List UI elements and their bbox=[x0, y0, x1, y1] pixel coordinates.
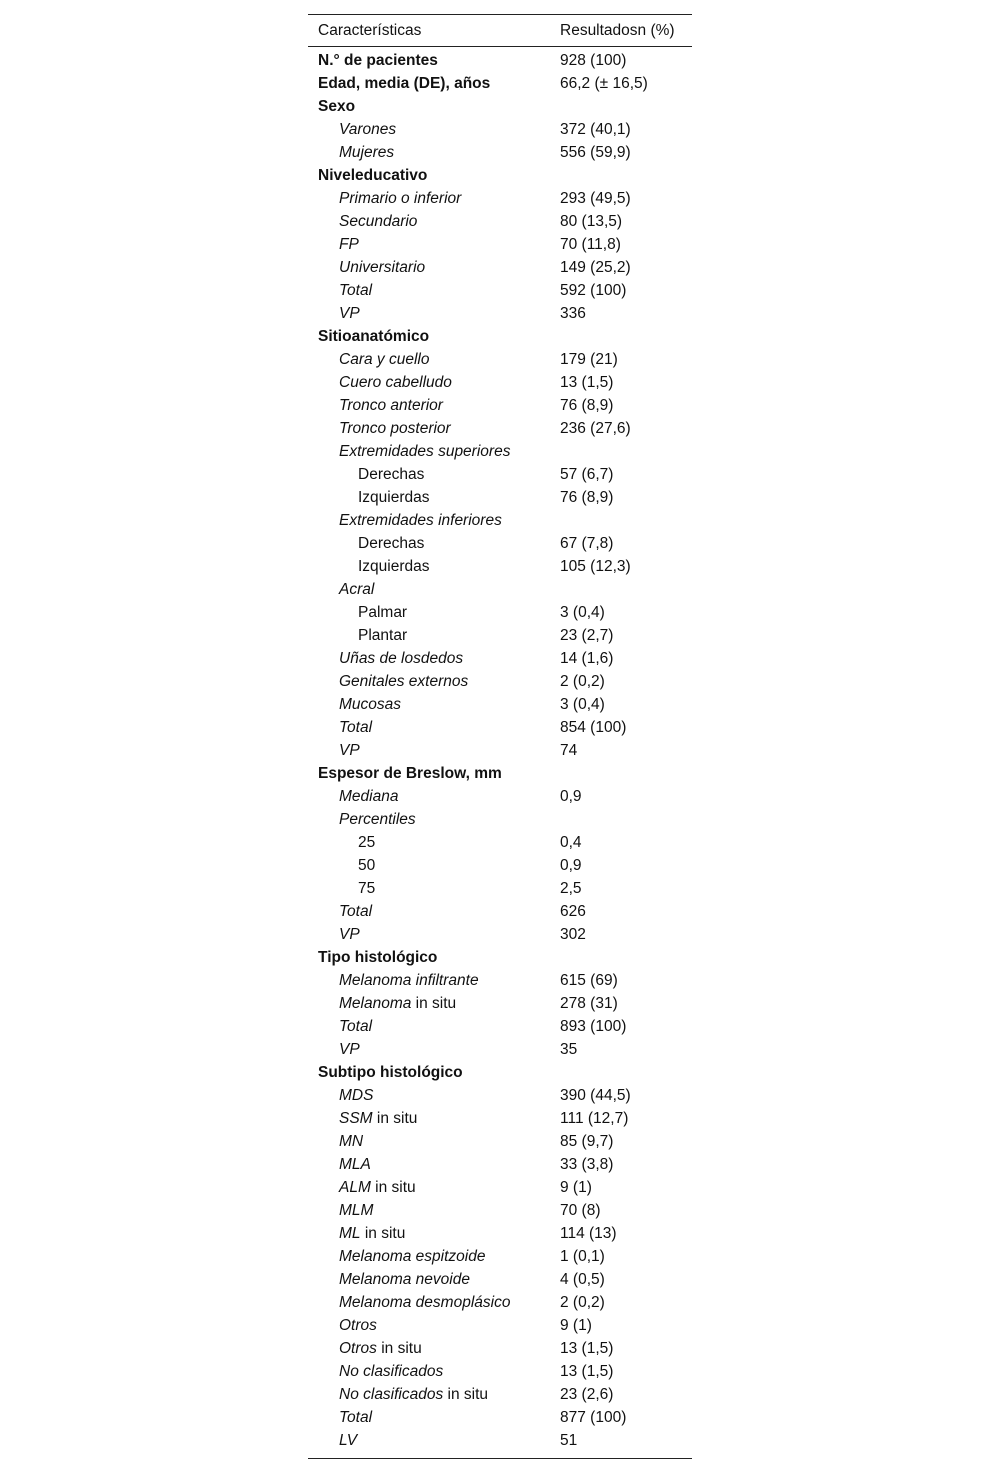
row-label bbox=[308, 742, 560, 760]
table-row bbox=[308, 831, 692, 854]
row-label-text: Tronco posterior bbox=[339, 419, 451, 437]
row-value: 390 (44,5) bbox=[560, 1086, 631, 1104]
table-row bbox=[308, 1130, 692, 1153]
row-value: 3 (0,4) bbox=[560, 603, 605, 621]
row-label bbox=[308, 1432, 560, 1450]
row-label-suffix: in situ bbox=[443, 1385, 489, 1403]
table-row bbox=[308, 739, 692, 762]
row-label bbox=[308, 1179, 560, 1197]
table-row bbox=[308, 1245, 692, 1268]
table-row bbox=[308, 1176, 692, 1199]
table-row bbox=[308, 900, 692, 923]
row-label bbox=[308, 581, 560, 599]
characteristics-table bbox=[308, 14, 692, 1459]
row-label-suffix: in situ bbox=[376, 1339, 422, 1357]
row-label bbox=[308, 765, 560, 783]
row-label-text: Total bbox=[339, 718, 373, 736]
row-label-text: ALM bbox=[339, 1178, 371, 1196]
row-label bbox=[308, 167, 560, 185]
row-value: 626 bbox=[560, 902, 586, 920]
table-row bbox=[308, 141, 692, 164]
row-value: 114 (13) bbox=[560, 1224, 617, 1242]
header-characteristics: Características bbox=[318, 21, 422, 39]
row-label bbox=[308, 857, 560, 875]
row-label-text: Plantar bbox=[358, 626, 408, 644]
table-row bbox=[308, 302, 692, 325]
row-value: 592 (100) bbox=[560, 281, 627, 299]
table-row bbox=[308, 647, 692, 670]
row-value: 877 (100) bbox=[560, 1408, 627, 1426]
table-row bbox=[308, 95, 692, 118]
header-results: Resultadosn (%) bbox=[560, 21, 675, 39]
row-label-text: Extremidades inferiores bbox=[339, 511, 502, 529]
row-label bbox=[308, 121, 560, 139]
row-value: 372 (40,1) bbox=[560, 120, 631, 138]
row-label bbox=[308, 98, 560, 116]
table-row bbox=[308, 325, 692, 348]
table-row bbox=[308, 716, 692, 739]
table-row bbox=[308, 463, 692, 486]
row-value: 1 (0,1) bbox=[560, 1247, 605, 1265]
table-row bbox=[308, 1015, 692, 1038]
table-row bbox=[308, 1268, 692, 1291]
row-value: 556 (59,9) bbox=[560, 143, 631, 161]
row-label bbox=[308, 558, 560, 576]
row-label-text: VP bbox=[339, 304, 360, 322]
row-label-text: N.° de pacientes bbox=[318, 51, 438, 69]
row-label bbox=[308, 696, 560, 714]
row-label-text: No clasificados bbox=[339, 1385, 444, 1403]
row-label-text: Melanoma infiltrante bbox=[339, 971, 479, 989]
row-label bbox=[308, 1317, 560, 1335]
row-label bbox=[308, 880, 560, 898]
row-label-text: MN bbox=[339, 1132, 364, 1150]
row-value: 149 (25,2) bbox=[560, 258, 631, 276]
row-label bbox=[308, 213, 560, 231]
row-value: 111 (12,7) bbox=[560, 1109, 629, 1127]
row-label-text: Melanoma bbox=[339, 994, 412, 1012]
table-row bbox=[308, 992, 692, 1015]
row-label bbox=[308, 673, 560, 691]
table-row bbox=[308, 164, 692, 187]
row-label bbox=[308, 1386, 560, 1404]
row-label bbox=[308, 949, 560, 967]
row-value: 13 (1,5) bbox=[560, 373, 614, 391]
row-value: 928 (100) bbox=[560, 51, 627, 69]
row-value: 893 (100) bbox=[560, 1017, 627, 1035]
row-label bbox=[308, 972, 560, 990]
row-value: 302 bbox=[560, 925, 586, 943]
row-value: 0,4 bbox=[560, 833, 582, 851]
row-label bbox=[308, 466, 560, 484]
row-value: 74 bbox=[560, 741, 578, 759]
row-value: 336 bbox=[560, 304, 586, 322]
row-value: 33 (3,8) bbox=[560, 1155, 614, 1173]
row-label-text: Uñas de losdedos bbox=[339, 649, 464, 667]
row-label bbox=[308, 535, 560, 553]
table-row bbox=[308, 256, 692, 279]
row-value: 70 (8) bbox=[560, 1201, 601, 1219]
table-row bbox=[308, 187, 692, 210]
row-label bbox=[308, 305, 560, 323]
table-row bbox=[308, 486, 692, 509]
row-label bbox=[308, 512, 560, 530]
row-label bbox=[308, 75, 560, 93]
row-label-text: MLA bbox=[339, 1155, 371, 1173]
table-row bbox=[308, 1153, 692, 1176]
table-row bbox=[308, 417, 692, 440]
row-label-text: Sitioanatómico bbox=[318, 327, 430, 345]
row-label-text: 25 bbox=[358, 833, 376, 851]
row-label-text: VP bbox=[339, 1040, 360, 1058]
row-label-text: Niveleducativo bbox=[318, 166, 428, 184]
row-label bbox=[308, 604, 560, 622]
table-row bbox=[308, 233, 692, 256]
table-row bbox=[308, 946, 692, 969]
row-value: 13 (1,5) bbox=[560, 1339, 614, 1357]
row-label-text: Mucosas bbox=[339, 695, 402, 713]
table-row bbox=[308, 532, 692, 555]
row-value: 9 (1) bbox=[560, 1316, 592, 1334]
row-label-text: Total bbox=[339, 1017, 373, 1035]
table-row bbox=[308, 1337, 692, 1360]
row-label bbox=[308, 834, 560, 852]
table-row bbox=[308, 969, 692, 992]
row-label bbox=[308, 1133, 560, 1151]
row-label bbox=[308, 719, 560, 737]
row-label bbox=[308, 650, 560, 668]
row-label bbox=[308, 1363, 560, 1381]
row-label bbox=[308, 397, 560, 415]
row-label-text: Izquierdas bbox=[358, 488, 430, 506]
table-row bbox=[308, 279, 692, 302]
row-label-text: Tronco anterior bbox=[339, 396, 443, 414]
row-label-text: Espesor de Breslow, mm bbox=[318, 764, 502, 782]
row-label-text: Cuero cabelludo bbox=[339, 373, 452, 391]
row-label-text: Secundario bbox=[339, 212, 418, 230]
table-row bbox=[308, 348, 692, 371]
row-label-text: Izquierdas bbox=[358, 557, 430, 575]
row-label bbox=[308, 374, 560, 392]
table-row bbox=[308, 1383, 692, 1406]
row-value: 13 (1,5) bbox=[560, 1362, 614, 1380]
row-value: 0,9 bbox=[560, 787, 582, 805]
row-label-text: Genitales externos bbox=[339, 672, 469, 690]
row-label bbox=[308, 144, 560, 162]
table-row bbox=[308, 1199, 692, 1222]
row-value: 3 (0,4) bbox=[560, 695, 605, 713]
row-label-text: Primario o inferior bbox=[339, 189, 462, 207]
table-row bbox=[308, 210, 692, 233]
table-row bbox=[308, 440, 692, 463]
table-row bbox=[308, 1429, 692, 1452]
row-label-text: Melanoma desmoplásico bbox=[339, 1293, 511, 1311]
row-label bbox=[308, 627, 560, 645]
table-row bbox=[308, 1291, 692, 1314]
row-label bbox=[308, 1018, 560, 1036]
row-label-text: Otros bbox=[339, 1316, 377, 1334]
row-label bbox=[308, 1087, 560, 1105]
table-row bbox=[308, 601, 692, 624]
row-label bbox=[308, 1110, 560, 1128]
table-row bbox=[308, 1406, 692, 1429]
row-label-text: Subtipo histológico bbox=[318, 1063, 463, 1081]
row-value: 23 (2,6) bbox=[560, 1385, 614, 1403]
row-value: 105 (12,3) bbox=[560, 557, 631, 575]
row-value: 57 (6,7) bbox=[560, 465, 614, 483]
row-label-suffix: in situ bbox=[360, 1224, 406, 1242]
row-label-text: Derechas bbox=[358, 534, 425, 552]
row-label bbox=[308, 811, 560, 829]
row-label-text: VP bbox=[339, 741, 360, 759]
row-label bbox=[308, 52, 560, 70]
table-row bbox=[308, 693, 692, 716]
row-value: 35 bbox=[560, 1040, 578, 1058]
row-label-text: 50 bbox=[358, 856, 376, 874]
row-value: 85 (9,7) bbox=[560, 1132, 614, 1150]
row-value: 76 (8,9) bbox=[560, 488, 614, 506]
row-value: 293 (49,5) bbox=[560, 189, 631, 207]
row-value: 23 (2,7) bbox=[560, 626, 614, 644]
row-value: 854 (100) bbox=[560, 718, 627, 736]
row-label bbox=[308, 443, 560, 461]
table-bottom-rule bbox=[308, 1458, 692, 1459]
table-body bbox=[308, 47, 692, 1458]
row-label-text: FP bbox=[339, 235, 359, 253]
row-value: 76 (8,9) bbox=[560, 396, 614, 414]
table-row bbox=[308, 578, 692, 601]
row-label bbox=[308, 995, 560, 1013]
row-label-text: Cara y cuello bbox=[339, 350, 430, 368]
table-row bbox=[308, 785, 692, 808]
row-value: 615 (69) bbox=[560, 971, 618, 989]
table-row bbox=[308, 624, 692, 647]
row-label bbox=[308, 1340, 560, 1358]
row-label-text: ML bbox=[339, 1224, 361, 1242]
row-label bbox=[308, 351, 560, 369]
row-label bbox=[308, 1225, 560, 1243]
table-row bbox=[308, 49, 692, 72]
row-label-text: Total bbox=[339, 902, 373, 920]
row-value: 80 (13,5) bbox=[560, 212, 623, 230]
table-row bbox=[308, 762, 692, 785]
row-label bbox=[308, 190, 560, 208]
row-value: 70 (11,8) bbox=[560, 235, 621, 253]
row-label-text: Derechas bbox=[358, 465, 425, 483]
row-label-text: Palmar bbox=[358, 603, 408, 621]
row-label-text: VP bbox=[339, 925, 360, 943]
row-label-text: SSM bbox=[339, 1109, 373, 1127]
table-row bbox=[308, 808, 692, 831]
row-label bbox=[308, 1041, 560, 1059]
row-label bbox=[308, 259, 560, 277]
row-label bbox=[308, 1409, 560, 1427]
row-value: 278 (31) bbox=[560, 994, 618, 1012]
table-row bbox=[308, 854, 692, 877]
row-label bbox=[308, 1202, 560, 1220]
row-value: 67 (7,8) bbox=[560, 534, 614, 552]
row-label bbox=[308, 1294, 560, 1312]
row-label-text: Total bbox=[339, 281, 373, 299]
row-label-text: Varones bbox=[339, 120, 397, 138]
row-label-text: Acral bbox=[339, 580, 375, 598]
row-label-text: Universitario bbox=[339, 258, 426, 276]
row-value: 2 (0,2) bbox=[560, 672, 605, 690]
row-label-text: Mediana bbox=[339, 787, 399, 805]
row-value: 14 (1,6) bbox=[560, 649, 614, 667]
row-value: 51 bbox=[560, 1431, 578, 1449]
row-value: 0,9 bbox=[560, 856, 582, 874]
row-label-text: Melanoma espitzoide bbox=[339, 1247, 486, 1265]
row-label-text: Otros bbox=[339, 1339, 377, 1357]
row-label bbox=[308, 328, 560, 346]
row-label bbox=[308, 1064, 560, 1082]
row-label bbox=[308, 903, 560, 921]
row-label bbox=[308, 282, 560, 300]
row-label bbox=[308, 236, 560, 254]
row-label bbox=[308, 926, 560, 944]
row-label-text: Total bbox=[339, 1408, 373, 1426]
row-label-text: Sexo bbox=[318, 97, 356, 115]
table-row bbox=[308, 1360, 692, 1383]
row-value: 66,2 (± 16,5) bbox=[560, 74, 648, 92]
row-value: 4 (0,5) bbox=[560, 1270, 605, 1288]
row-label-text: No clasificados bbox=[339, 1362, 444, 1380]
row-label-suffix: in situ bbox=[411, 994, 457, 1012]
row-value: 9 (1) bbox=[560, 1178, 592, 1196]
row-label-text: Tipo histológico bbox=[318, 948, 438, 966]
row-label-text: MDS bbox=[339, 1086, 374, 1104]
row-label bbox=[308, 1156, 560, 1174]
table-row bbox=[308, 118, 692, 141]
row-label-text: Extremidades superiores bbox=[339, 442, 511, 460]
table-row bbox=[308, 72, 692, 95]
row-value: 179 (21) bbox=[560, 350, 618, 368]
row-label-text: LV bbox=[339, 1431, 358, 1449]
row-label bbox=[308, 1248, 560, 1266]
row-label-text: Edad, media (DE), años bbox=[318, 74, 491, 92]
table-row bbox=[308, 1084, 692, 1107]
table-row bbox=[308, 1061, 692, 1084]
table-row bbox=[308, 509, 692, 532]
table-row bbox=[308, 394, 692, 417]
table-row bbox=[308, 923, 692, 946]
row-value: 236 (27,6) bbox=[560, 419, 631, 437]
table-row bbox=[308, 1107, 692, 1130]
table-row bbox=[308, 670, 692, 693]
row-value: 2 (0,2) bbox=[560, 1293, 605, 1311]
table-row bbox=[308, 877, 692, 900]
row-label-text: Melanoma nevoide bbox=[339, 1270, 470, 1288]
row-label-suffix: in situ bbox=[370, 1178, 416, 1196]
table-row bbox=[308, 555, 692, 578]
row-label bbox=[308, 489, 560, 507]
row-label bbox=[308, 788, 560, 806]
table-row bbox=[308, 1222, 692, 1245]
row-label-text: Percentiles bbox=[339, 810, 416, 828]
row-label-text: Mujeres bbox=[339, 143, 395, 161]
row-label-text: MLM bbox=[339, 1201, 374, 1219]
table-header-row bbox=[308, 15, 692, 46]
row-label-text: 75 bbox=[358, 879, 376, 897]
row-label-suffix: in situ bbox=[372, 1109, 418, 1127]
row-label bbox=[308, 420, 560, 438]
table-row bbox=[308, 1314, 692, 1337]
table-row bbox=[308, 371, 692, 394]
row-label bbox=[308, 1271, 560, 1289]
table-row bbox=[308, 1038, 692, 1061]
row-value: 2,5 bbox=[560, 879, 582, 897]
